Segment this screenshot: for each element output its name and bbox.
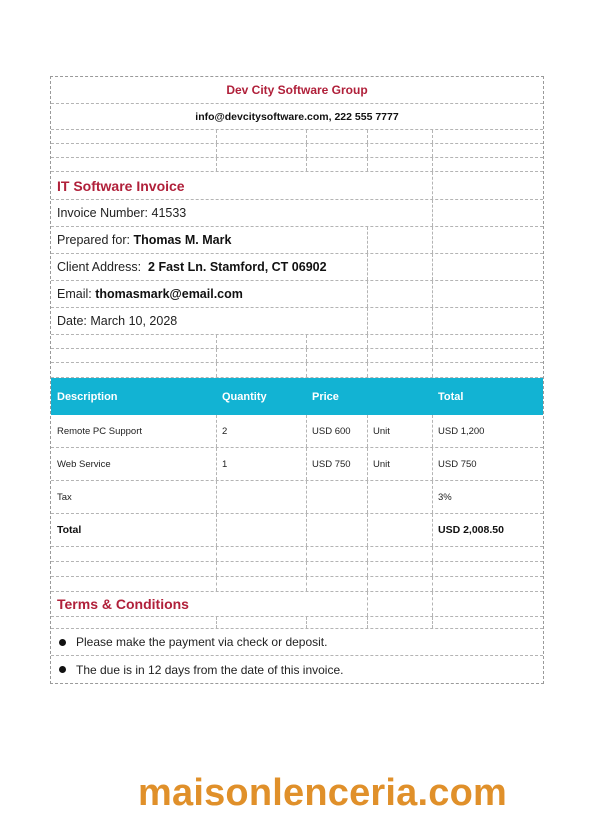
cell-unit — [367, 481, 432, 513]
prepared-for-label: Prepared for: — [57, 233, 130, 247]
table-row — [51, 448, 543, 481]
terms-title: Terms & Conditions — [57, 596, 189, 612]
header-total: Total — [438, 390, 464, 403]
cell-total: USD 750 — [438, 458, 477, 470]
watermark-text: maisonlenceria.com — [138, 772, 507, 814]
email-value: thomasmark@email.com — [95, 287, 243, 301]
header-price: Price — [312, 390, 339, 403]
client-address-label: Client Address: — [57, 260, 142, 274]
header-unit — [367, 378, 432, 415]
spacer-row — [51, 144, 543, 158]
spacer-row — [51, 363, 543, 378]
header-description: Description — [57, 390, 118, 403]
client-address-value: 2 Fast Ln. Stamford, CT 06902 — [148, 260, 327, 274]
table-header-row — [51, 378, 543, 415]
terms-item-row — [51, 656, 543, 683]
invoice-number-row — [51, 200, 543, 227]
cell-unit: Unit — [373, 425, 390, 437]
terms-item-text: Please make the payment via check or deposit. — [76, 635, 328, 649]
invoice-number-label: Invoice Number: — [57, 206, 149, 220]
cell-quantity — [216, 481, 306, 513]
cell-price: USD 600 — [312, 425, 351, 437]
cell-description: Remote PC Support — [57, 425, 143, 437]
table-row — [51, 415, 543, 448]
company-name: Dev City Software Group — [226, 83, 368, 97]
company-row — [51, 77, 543, 104]
invoice-title: IT Software Invoice — [57, 177, 185, 194]
terms-item-text: The due is in 12 days from the date of this invoice. — [76, 662, 344, 677]
date-label: Date: — [57, 314, 87, 328]
spacer-row — [51, 158, 543, 172]
total-label: Total — [57, 524, 82, 536]
cell-description: Tax — [57, 491, 72, 503]
prepared-for-row — [51, 227, 543, 254]
email-row — [51, 281, 543, 308]
date-row — [51, 308, 543, 335]
spacer-row — [51, 577, 543, 592]
cell-total: 3% — [438, 491, 452, 503]
terms-title-row — [51, 592, 543, 617]
date-value: March 10, 2028 — [90, 314, 178, 328]
cell-description: Web Service — [57, 458, 111, 470]
invoice-title-row — [51, 172, 543, 200]
total-row — [51, 514, 543, 547]
spacer-row — [51, 335, 543, 349]
client-address-row — [51, 254, 543, 281]
cell-price: USD 750 — [312, 458, 351, 470]
bullet-icon — [59, 639, 66, 646]
prepared-for-value: Thomas M. Mark — [133, 233, 232, 247]
contact-row — [51, 104, 543, 130]
list-item — [51, 656, 543, 683]
cell-total: USD 1,200 — [438, 425, 485, 437]
list-item — [51, 629, 543, 655]
table-row — [51, 481, 543, 514]
spacer-row — [51, 562, 543, 577]
email-label: Email: — [57, 287, 92, 301]
spacer-row — [51, 349, 543, 363]
cell-quantity: 1 — [222, 458, 228, 470]
spacer-row — [51, 547, 543, 562]
cell-price — [306, 481, 367, 513]
terms-item-row — [51, 629, 543, 656]
invoice-sheet — [50, 76, 544, 684]
cell-unit: Unit — [373, 458, 390, 470]
spacer-row — [51, 617, 543, 629]
company-contact: info@devcitysoftware.com, 222 555 7777 — [195, 110, 399, 123]
spacer-row — [51, 130, 543, 144]
header-quantity: Quantity — [222, 390, 267, 403]
bullet-icon — [59, 666, 66, 673]
cell-quantity: 2 — [222, 425, 228, 437]
total-value: USD 2,008.50 — [438, 524, 504, 536]
invoice-number-value: 41533 — [151, 206, 187, 220]
